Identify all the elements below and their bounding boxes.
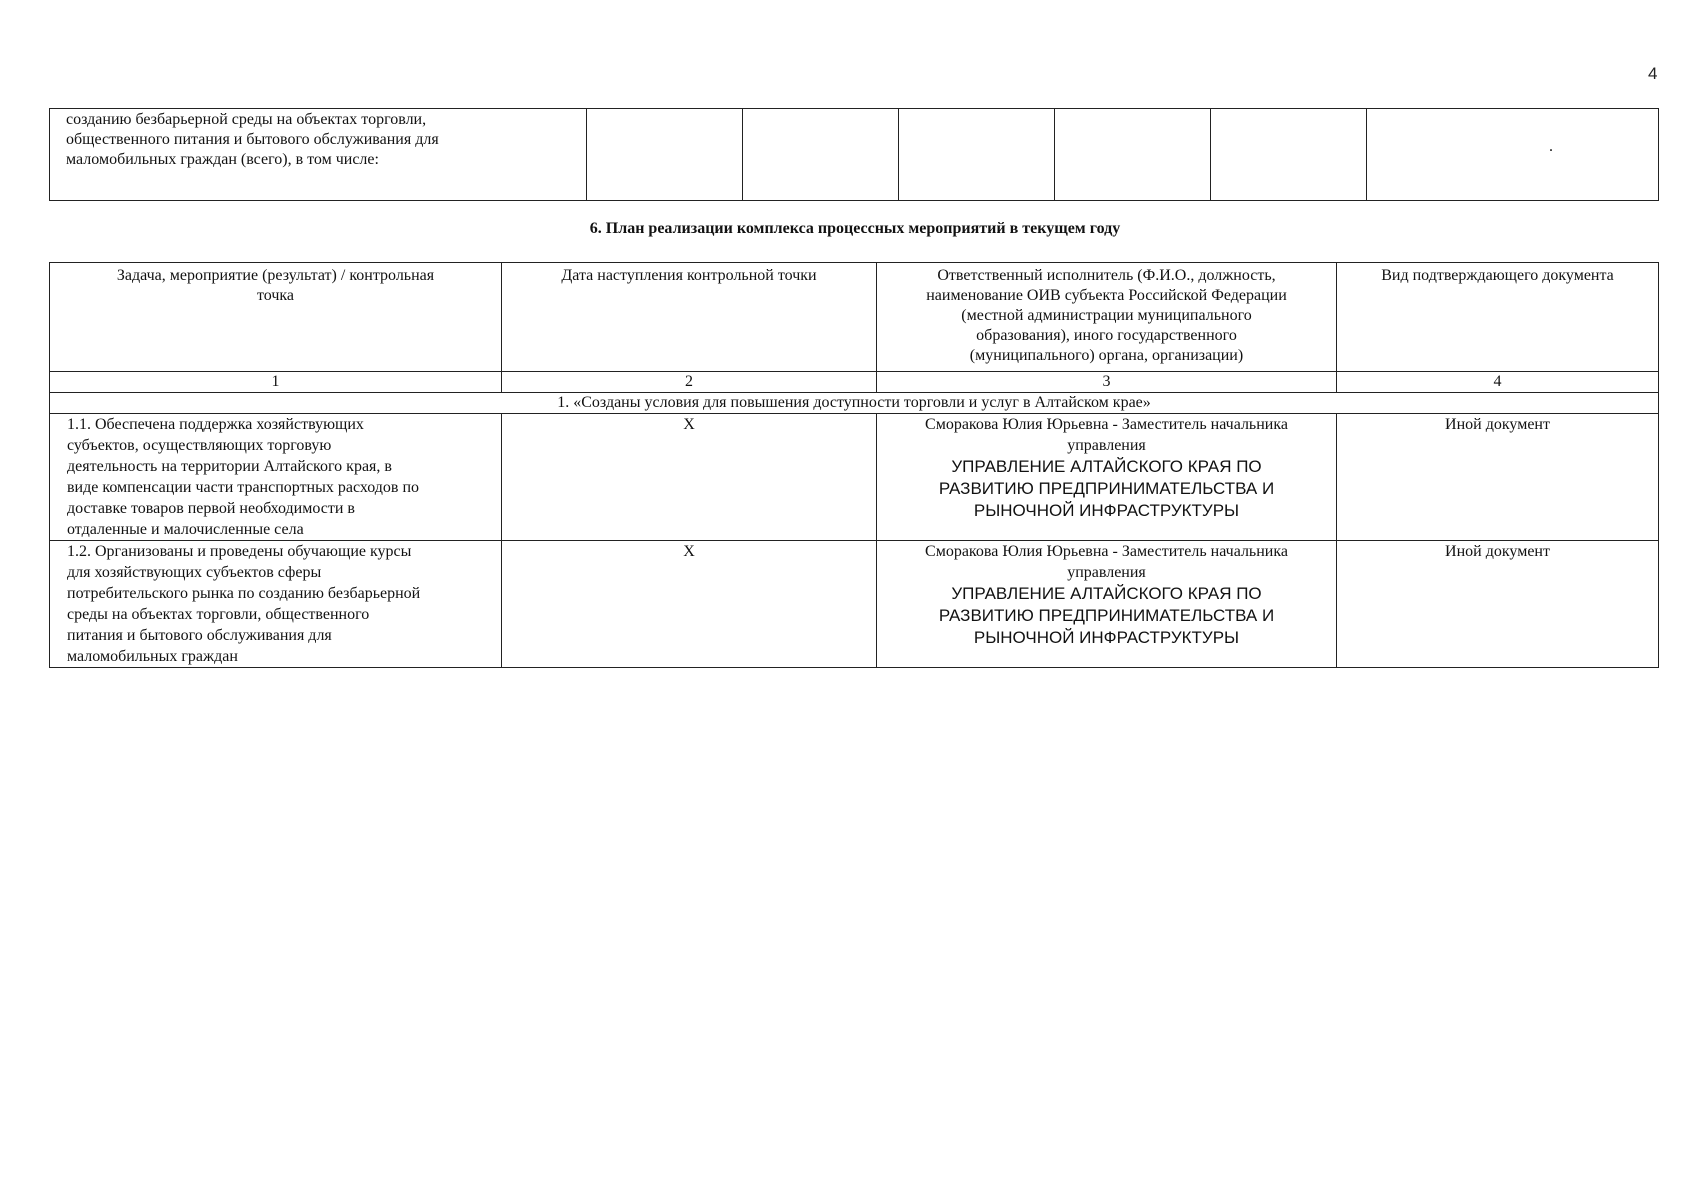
task-line: 1.2. Организованы и проведены обучающие курсы <box>67 543 412 560</box>
responsible-person: Сморакова Юлия Юрьевна - Заместитель начальника <box>925 543 1288 560</box>
page-number: 4 <box>1648 64 1658 83</box>
continuation-row <box>50 109 1659 201</box>
header-line: Задача, мероприятие (результат) / контрольная <box>116 267 435 284</box>
task-line: питания и бытового обслуживания для <box>67 627 332 644</box>
task-line: субъектов, осуществляющих торговую <box>67 437 332 454</box>
task-cell <box>50 541 502 668</box>
section-title: 6. План реализации комплекса процессных мероприятий в текущем году <box>589 220 1121 237</box>
task-line: отдаленные и малочисленные села <box>67 521 304 538</box>
header-row <box>50 263 1659 372</box>
header-line: (муниципального) органа, организации) <box>969 347 1244 364</box>
responsible-cell <box>877 414 1337 541</box>
header-line: наименование ОИВ субъекта Российской Федерации <box>926 287 1287 304</box>
responsible-org-line: УПРАВЛЕНИЕ АЛТАЙСКОГО КРАЯ ПО <box>951 584 1262 603</box>
header-document <box>1337 263 1659 372</box>
empty-cell <box>899 109 1055 201</box>
empty-cell <box>1211 109 1367 201</box>
responsible-org-line: РАЗВИТИЮ ПРЕДПРИНИМАТЕЛЬСТВА И <box>938 479 1275 498</box>
header-responsible <box>877 263 1337 372</box>
header-line: (местной администрации муниципального <box>961 307 1252 324</box>
empty-cell <box>587 109 743 201</box>
task-line: 1.1. Обеспечена поддержка хозяйствующих <box>67 416 364 433</box>
task-line: потребительского рынка по созданию безбарьерной <box>67 585 421 602</box>
continuation-table <box>49 108 1659 201</box>
mark-cell: . <box>1367 109 1659 201</box>
task-line: деятельность на территории Алтайского края, в <box>67 458 392 475</box>
continuation-line: созданию безбарьерной среды на объектах торговли, <box>66 111 427 128</box>
responsible-person: Сморакова Юлия Юрьевна - Заместитель начальника <box>925 416 1288 433</box>
continuation-text-cell <box>50 109 587 201</box>
task-line: маломобильных граждан <box>67 648 238 665</box>
task-line: среды на объектах торговли, общественного <box>67 606 370 623</box>
date-cell: Х <box>502 414 877 541</box>
header-line: Вид подтверждающего документа <box>1381 267 1614 284</box>
table-row <box>50 541 1659 668</box>
continuation-line: маломобильных граждан (всего), в том числе: <box>66 151 379 168</box>
task-line: виде компенсации части транспортных расходов по <box>67 479 420 496</box>
plan-table <box>49 262 1659 668</box>
responsible-org-line: РАЗВИТИЮ ПРЕДПРИНИМАТЕЛЬСТВА И <box>938 606 1275 625</box>
column-number: 3 <box>877 372 1337 393</box>
continuation-line: общественного питания и бытового обслуживания для <box>66 131 439 148</box>
header-task <box>50 263 502 372</box>
column-number-row <box>50 372 1659 393</box>
column-number: 4 <box>1337 372 1659 393</box>
task-line: доставке товаров первой необходимости в <box>67 500 355 517</box>
responsible-org-line: РЫНОЧНОЙ ИНФРАСТРУКТУРЫ <box>973 628 1240 647</box>
column-number: 1 <box>50 372 502 393</box>
responsible-unit: управления <box>1067 564 1146 581</box>
header-line: точка <box>256 287 295 304</box>
table-row <box>50 414 1659 541</box>
header-line: образования), иного государственного <box>976 327 1237 344</box>
responsible-cell <box>877 541 1337 668</box>
responsible-org-line: РЫНОЧНОЙ ИНФРАСТРУКТУРЫ <box>973 501 1240 520</box>
header-line: Дата наступления контрольной точки <box>561 267 817 284</box>
task-line: для хозяйствующих субъектов сферы <box>67 564 322 581</box>
header-date <box>502 263 877 372</box>
date-cell: Х <box>502 541 877 668</box>
responsible-org-line: УПРАВЛЕНИЕ АЛТАЙСКОГО КРАЯ ПО <box>951 457 1262 476</box>
empty-cell <box>743 109 899 201</box>
document-cell: Иной документ <box>1337 414 1659 541</box>
header-line: Ответственный исполнитель (Ф.И.О., должность, <box>937 267 1276 284</box>
group-row <box>50 393 1659 414</box>
document-cell: Иной документ <box>1337 541 1659 668</box>
task-cell <box>50 414 502 541</box>
column-number: 2 <box>502 372 877 393</box>
group-title: 1. «Созданы условия для повышения доступности торговли и услуг в Алтайском крае» <box>50 393 1659 414</box>
responsible-unit: управления <box>1067 437 1146 454</box>
empty-cell <box>1055 109 1211 201</box>
